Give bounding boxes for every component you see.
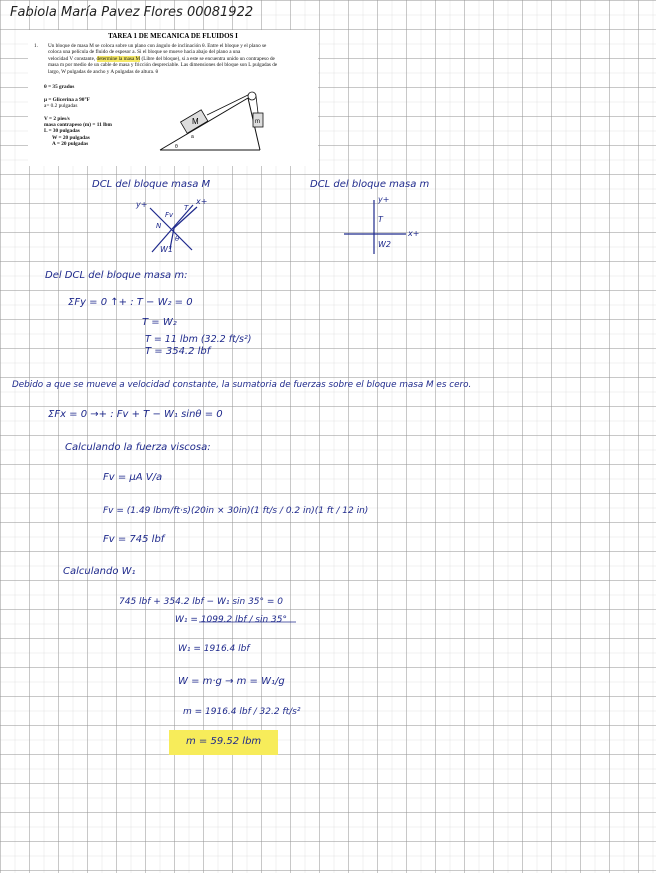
solution-line-2: ΣFy = 0 ↑+ : T − W₂ = 0 xyxy=(68,297,193,308)
problem-line-1: Un bloque de masa M se coloca sobre un plano con ángulo de inclinación θ. Entre el bloque y el plano se xyxy=(48,43,267,49)
highlighted-question: determine la masa M xyxy=(96,55,141,62)
solution-line-3: T = W₂ xyxy=(142,317,177,328)
fig-label-M: M xyxy=(192,117,199,126)
dcl-m-x-axis: x+ xyxy=(408,229,420,238)
solution-line-5: T = 354.2 lbf xyxy=(145,346,211,357)
problem-line-3c: (Libre del bloque), si a este se encuentra unido un contrapeso de xyxy=(141,55,275,62)
solution-line-16: W = m·g → m = W₁/g xyxy=(178,676,285,687)
solution-line-17: m = 1916.4 lbf / 32.2 ft/s² xyxy=(183,707,301,717)
dcl-m-y-axis: y+ xyxy=(378,195,390,204)
solution-line-9: Fv = μA V/a xyxy=(103,472,163,483)
problem-line-3a: velocidad V constante, xyxy=(48,55,96,62)
solution-line-11: Fv = 745 lbf xyxy=(103,534,165,545)
problem-line-2: coloca una película de fluido de espesor a. Si el bloque se mueve hacia abajo del plano a una xyxy=(48,49,241,56)
solution-line-14: W₁ = 1099.2 lbf / sin 35° xyxy=(175,615,287,625)
dcl-M-x-axis: x+ xyxy=(196,197,208,206)
solution-line-7: ΣFx = 0 →+ : Fv + T − W₁ sinθ = 0 xyxy=(48,409,223,420)
solution-line-1: Del DCL del bloque masa m: xyxy=(45,270,188,281)
solution-line-13: 745 lbf + 354.2 lbf − W₁ sin 35° = 0 xyxy=(119,597,284,607)
final-answer: m = 59.52 lbm xyxy=(186,736,262,747)
dcl-M-N: N xyxy=(156,222,162,230)
dcl-m-T: T xyxy=(378,215,383,224)
student-name: Fabiola María Pavez Flores 00081922 xyxy=(10,5,254,20)
dcl-M-Fv: Fv xyxy=(165,211,174,219)
problem-line-4: masa m por medio de un cable de masa y fricción despreciable. Las dimensiones del bloque son L pulgadas de xyxy=(48,62,278,69)
fig-label-a: a xyxy=(191,134,194,140)
task-title: TAREA 1 DE MECANICA DE FLUIDOS I xyxy=(108,32,238,40)
problem-line-5: largo, W pulgadas de ancho y A pulgadas de altura. θ xyxy=(48,68,158,75)
solution-line-6: Debido a que se mueve a velocidad constante, la sumatoria de fuerzas sobre el bloque masa M es cero. xyxy=(12,380,472,390)
solution-line-4: T = 11 lbm (32.2 ft/s²) xyxy=(145,334,252,345)
dcl-M-theta: θ xyxy=(175,235,180,243)
solution-line-8: Calculando la fuerza viscosa: xyxy=(65,442,211,453)
dcl-M-W1: W1 xyxy=(160,245,173,254)
solution-line-10: Fv = (1.49 lbm/ft·s)(20in × 30in)(1 ft/s / 0.2 in)(1 ft / 12 in) xyxy=(103,506,369,516)
given-theta: θ = 35 grados xyxy=(44,84,75,90)
given-fluid: μ = Glicerina a 90°F a= 0.2 pulgadas xyxy=(44,97,90,110)
dcl-title-M: DCL del bloque masa M xyxy=(92,179,211,190)
dcl-title-m: DCL del bloque masa m xyxy=(310,179,430,190)
solution-line-12: Calculando W₁ xyxy=(63,566,136,577)
fig-label-theta: θ xyxy=(175,144,178,150)
dcl-m-W2: W2 xyxy=(378,240,391,249)
dcl-M-T: T xyxy=(184,204,189,212)
problem-number: 1. xyxy=(34,43,38,49)
fig-label-m: m xyxy=(255,119,260,125)
solution-line-15: W₁ = 1916.4 lbf xyxy=(178,644,250,654)
given-values: V = 2 pies/s masa contrapeso (m) = 11 lbm L = 30 pulgadas W = 20 pulgadas A = 20 pulgadas xyxy=(44,116,112,147)
dcl-M-y-axis: y+ xyxy=(136,200,148,209)
